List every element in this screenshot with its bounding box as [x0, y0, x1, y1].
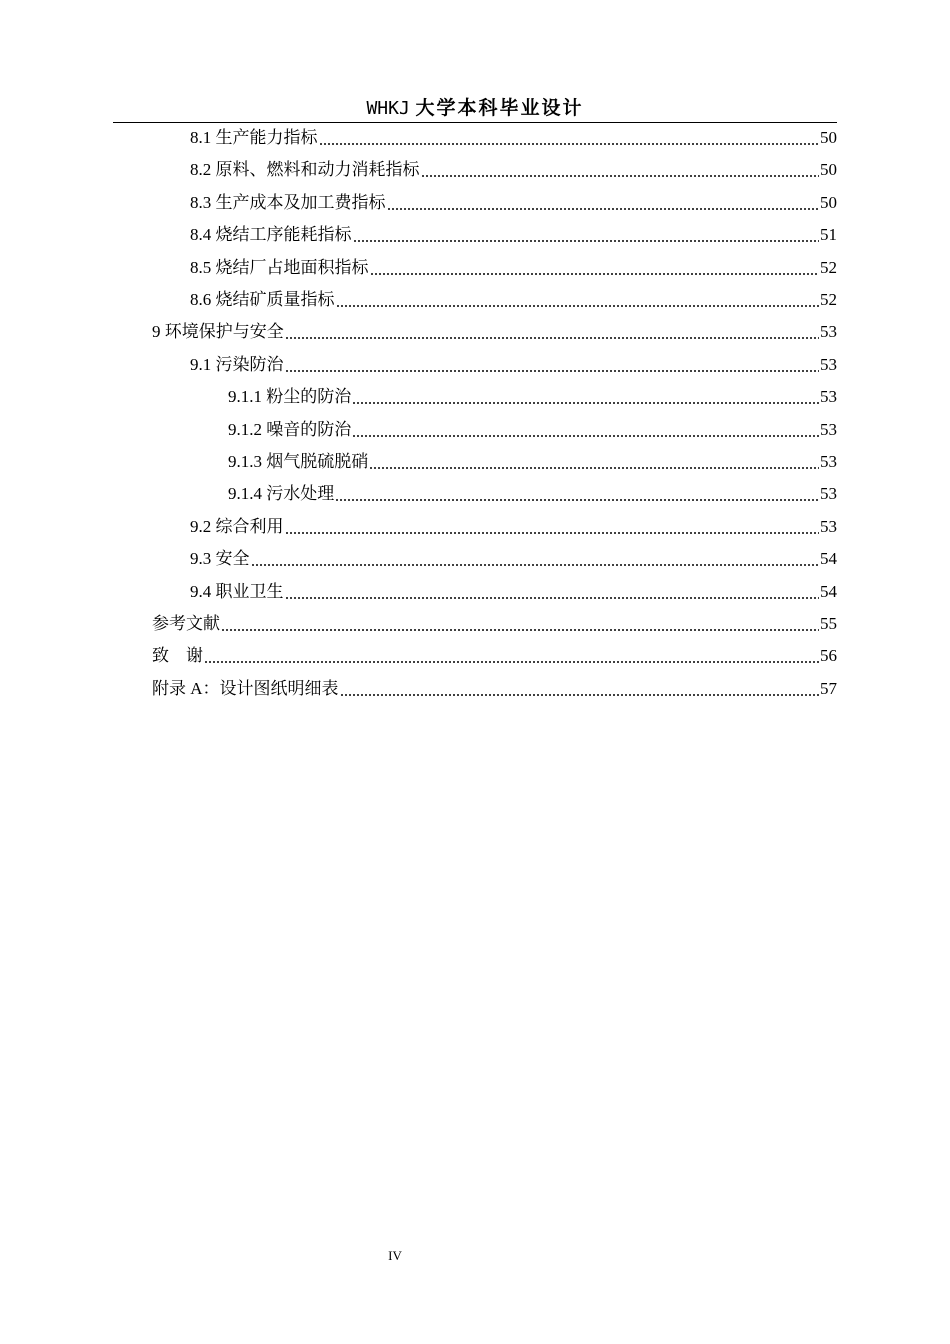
toc-entry-label: 8.5 烧结厂占地面积指标 [190, 257, 369, 277]
toc-dot-leader [352, 435, 819, 437]
toc-entry-label: 9.3 安全 [190, 549, 250, 569]
toc-dot-leader [352, 402, 819, 404]
toc-entry-label: 9.1.1 粉尘的防治 [228, 387, 352, 407]
toc-entry[interactable] [228, 481, 837, 507]
page-header-title [113, 96, 837, 122]
toc-entry[interactable] [228, 384, 837, 410]
toc-dot-leader [204, 661, 819, 663]
toc-entry-page-number: 53 [820, 452, 837, 471]
toc-dot-leader [336, 305, 820, 307]
toc-entry-page-number: 57 [820, 678, 837, 698]
toc-entry-page-number: 50 [820, 160, 837, 180]
toc-dot-leader [221, 629, 819, 631]
header-title-cjk: 大学本科毕业设计 [415, 98, 584, 119]
toc-entry-page-number: 56 [820, 646, 837, 666]
toc-dot-leader [387, 208, 820, 210]
header-title-latin: WHKJ [366, 98, 410, 119]
toc-entry[interactable] [190, 255, 837, 281]
toc-entry-page-number: 55 [820, 614, 837, 633]
toc-entry[interactable] [190, 352, 837, 378]
toc-dot-leader [353, 240, 820, 242]
toc-entry-label: 8.1 生产能力指标 [190, 128, 318, 147]
toc-entry[interactable] [152, 611, 837, 637]
toc-dot-leader [319, 143, 820, 145]
toc-entry-page-number: 52 [820, 257, 837, 277]
toc-entry-page-number: 52 [820, 290, 837, 309]
toc-dot-leader [285, 532, 820, 534]
toc-entry-page-number: 53 [820, 387, 837, 407]
toc-entry[interactable] [190, 546, 837, 572]
toc-dot-leader [285, 337, 819, 339]
toc-entry-label: 附录 A：设计图纸明细表 [152, 678, 339, 698]
toc-dot-leader [285, 597, 820, 599]
toc-dot-leader [370, 273, 820, 275]
toc-entry[interactable] [190, 514, 837, 540]
page-number-footer: IV [388, 1248, 402, 1263]
toc-entry[interactable] [190, 579, 837, 605]
toc-dot-leader [251, 564, 820, 566]
toc-dot-leader [340, 694, 819, 696]
toc-dot-leader [369, 467, 819, 469]
toc-dot-leader [335, 499, 819, 501]
toc-entry[interactable] [190, 125, 837, 151]
toc-entry-page-number: 54 [820, 581, 837, 601]
toc-entry[interactable] [152, 643, 837, 669]
toc-entry[interactable] [152, 676, 837, 702]
toc-entry-label: 8.3 生产成本及加工费指标 [190, 192, 386, 212]
toc-entry-page-number: 50 [820, 128, 837, 147]
toc-entry[interactable] [190, 287, 837, 313]
toc-entry-label: 致 谢 [152, 646, 203, 666]
toc-entry-page-number: 53 [820, 516, 837, 536]
toc-entry-label: 8.4 烧结工序能耗指标 [190, 225, 352, 245]
toc-entry-label: 参考文献 [152, 614, 220, 633]
toc-entry[interactable] [190, 157, 837, 183]
toc-entry-page-number: 50 [820, 192, 837, 212]
toc-entry-page-number: 54 [820, 549, 837, 569]
toc-entry-page-number: 53 [820, 419, 837, 439]
toc-entry[interactable] [190, 190, 837, 216]
toc-entry-page-number: 51 [820, 225, 837, 245]
toc-entry-label: 9.1 污染防治 [190, 354, 284, 374]
toc-entry-label: 8.6 烧结矿质量指标 [190, 290, 335, 309]
toc-entry-label: 8.2 原料、燃料和动力消耗指标 [190, 160, 420, 180]
toc-entry-page-number: 53 [820, 322, 837, 342]
toc-entry[interactable] [228, 417, 837, 443]
toc-entry-label: 9.1.3 烟气脱硫脱硝 [228, 452, 369, 471]
header-divider [113, 122, 837, 123]
toc-entry[interactable] [228, 449, 837, 475]
toc-entry[interactable] [190, 222, 837, 248]
toc-entry-page-number: 53 [820, 484, 837, 504]
toc-entry[interactable] [152, 319, 837, 345]
toc-entry-label: 9 环境保护与安全 [152, 322, 284, 342]
toc-dot-leader [285, 370, 820, 372]
toc-entry-label: 9.1.2 噪音的防治 [228, 419, 352, 439]
toc-entry-page-number: 53 [820, 354, 837, 374]
toc-entry-label: 9.1.4 污水处理 [228, 484, 335, 504]
toc-entry-label: 9.4 职业卫生 [190, 581, 284, 601]
toc-entry-label: 9.2 综合利用 [190, 516, 284, 536]
toc-dot-leader [421, 175, 820, 177]
